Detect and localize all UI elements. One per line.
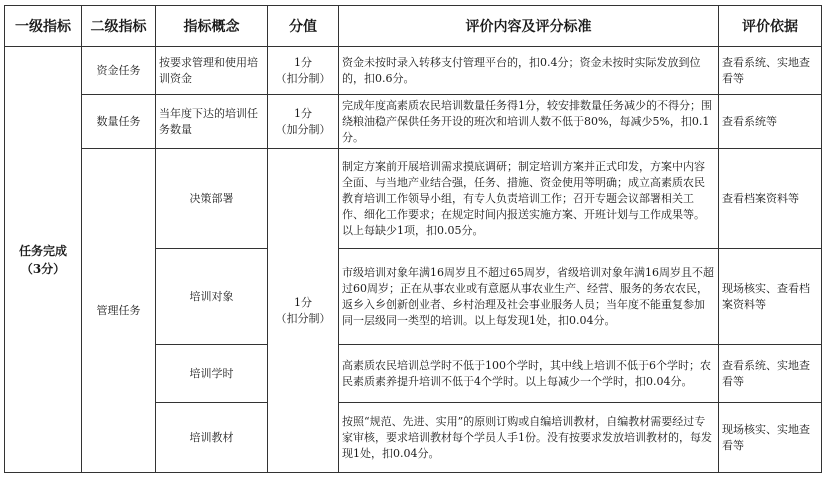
- basis-cell: 查看系统等: [719, 95, 822, 149]
- concept-cell: 培训教材: [156, 403, 268, 473]
- score-method: （扣分制）: [275, 71, 331, 85]
- concept-cell: 按要求管理和使用培训资金: [156, 47, 268, 95]
- level2-cell: 管理任务: [82, 149, 156, 473]
- basis-cell: 查看系统、实地查看等: [719, 345, 822, 403]
- table-row: [5, 149, 822, 249]
- header-level1: 一级指标: [5, 6, 82, 47]
- criteria-cell: 完成年度高素质农民培训数量任务得1分，较安排数量任务减少的不得分；围绕粮油稳产保供任务开设的班次和培训人数不低于80%，每减少5%，扣0.1分。: [339, 95, 719, 149]
- basis-cell: 现场核实、查看档案资料等: [719, 249, 822, 345]
- score-method: （扣分制）: [275, 311, 331, 325]
- level2-cell: 数量任务: [82, 95, 156, 149]
- table-row: [5, 47, 822, 95]
- header-basis: 评价依据: [719, 6, 822, 47]
- header-criteria: 评价内容及评分标准: [339, 6, 719, 47]
- criteria-cell: 按照“规范、先进、实用”的原则订购或自编培训教材，自编教材需要经过专家审核，要求培训教材每个学员人手1份。没有按要求发放培训教材的，每发现1处，扣0.04分。: [339, 403, 719, 473]
- criteria-cell: 制定方案前开展培训需求摸底调研；制定培训方案并正式印发，方案中内容全面、与当地产业结合强，任务、措施、资金使用等明确；成立高素质农民教育培训工作领导小组，有专人负责培训工作；召开专题会议部署相关工作、细化工作要求；在规定时间内报送实施方案、开班计划与工作成果等。以上每缺少1项，扣0.05分。: [339, 149, 719, 249]
- basis-cell: 现场核实、实地查看等: [719, 403, 822, 473]
- level1-name: 任务完成: [18, 243, 67, 258]
- score-value: 1分: [294, 106, 312, 120]
- criteria-cell: 资金未按时录入转移支付管理平台的，扣0.4分；资金未按时实际发放到位的，扣0.6分。: [339, 47, 719, 95]
- criteria-cell: 高素质农民培训总学时不低于100个学时，其中线上培训不低于6个学时；农民素质素养提升培训不低于4个学时。以上每减少一个学时，扣0.04分。: [339, 345, 719, 403]
- basis-cell: 查看系统、实地查看等: [719, 47, 822, 95]
- header-score: 分值: [268, 6, 339, 47]
- header-level2: 二级指标: [82, 6, 156, 47]
- level2-cell: 资金任务: [82, 47, 156, 95]
- criteria-cell: 市级培训对象年满16周岁且不超过65周岁，省级培训对象年满16周岁且不超过60周岁；正在从事农业或有意愿从事农业生产、经营、服务的务农农民，返乡入乡创新创业者、乡村治理及社会事业服务人员；当年度不能重复参加同一层级同一类型的培训。以上每发现1处，扣0.04分。: [339, 249, 719, 345]
- concept-cell: 决策部署: [156, 149, 268, 249]
- level1-cell: [5, 47, 82, 473]
- concept-cell: 培训对象: [156, 249, 268, 345]
- score-value: 1分: [294, 295, 312, 309]
- score-cell: [268, 95, 339, 149]
- level1-score: （3分）: [20, 261, 66, 276]
- evaluation-table: [4, 5, 822, 473]
- score-cell: [268, 47, 339, 95]
- header-row: [5, 6, 822, 47]
- header-concept: 指标概念: [156, 6, 268, 47]
- score-value: 1分: [294, 55, 312, 69]
- table-row: [5, 95, 822, 149]
- score-method: （加分制）: [275, 122, 331, 136]
- concept-cell: 当年度下达的培训任务数量: [156, 95, 268, 149]
- concept-cell: 培训学时: [156, 345, 268, 403]
- basis-cell: 查看档案资料等: [719, 149, 822, 249]
- score-cell: [268, 149, 339, 473]
